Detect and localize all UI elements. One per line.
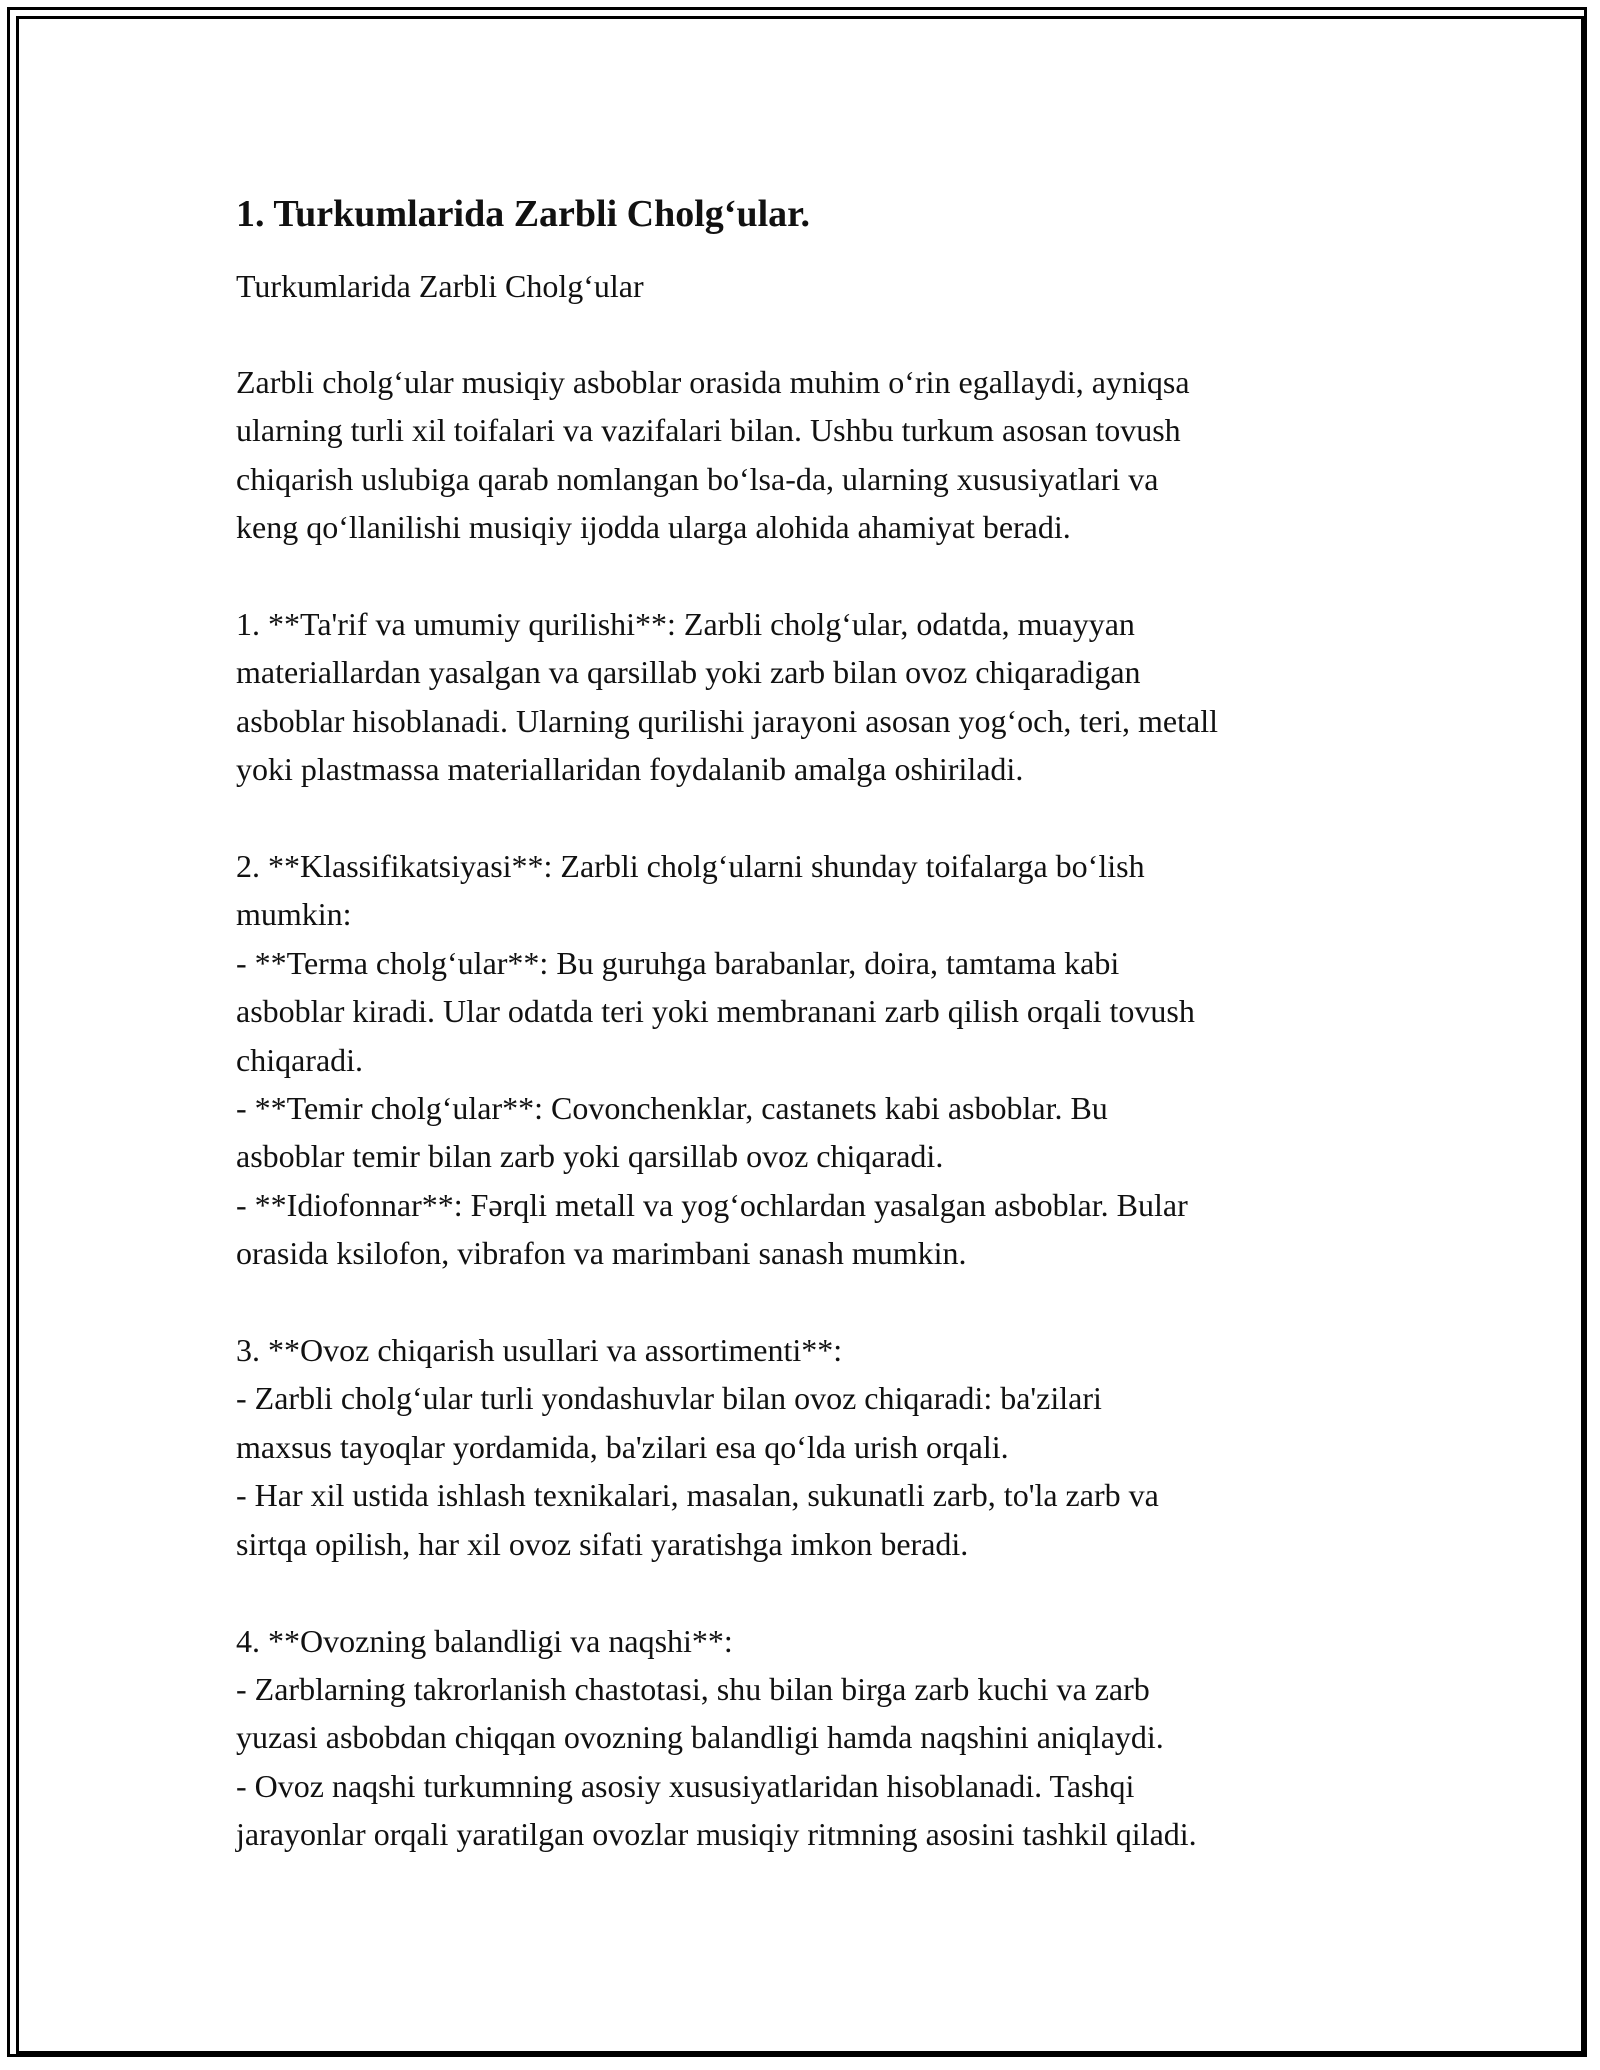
- text-line: materiallardan yasalgan va qarsillab yoki zarb bilan ovoz chiqaradigan: [236, 654, 1141, 691]
- text-line: chiqaradi.: [236, 1041, 364, 1078]
- paragraph-classification: [236, 842, 1386, 1278]
- paragraph-pitch-pattern: [236, 1617, 1386, 1859]
- text-line: yuzasi asbobdan chiqqan ovozning balandligi hamda naqshini aniqlaydi.: [236, 1719, 1164, 1756]
- paragraph-sound-methods: [236, 1326, 1386, 1568]
- document-body: [236, 188, 1386, 1907]
- text-line: orasida ksilofon, vibrafon va marimbani sanash mumkin.: [236, 1235, 967, 1272]
- text-line: - Ovoz naqshi turkumning asosiy xususiyatlaridan hisoblanadi. Tashqi: [236, 1767, 1135, 1804]
- document-subtitle: Turkumlarida Zarbli Cholg‘ular: [236, 268, 644, 304]
- text-line: 3. **Ovoz chiqarish usullari va assortimenti**:: [236, 1332, 843, 1369]
- text-line: keng qo‘llanilishi musiqiy ijodda ularga alohida ahamiyat beradi.: [236, 509, 1071, 546]
- document-title: 1. Turkumlarida Zarbli Cholg‘ular.: [236, 193, 811, 235]
- text-line: mumkin:: [236, 896, 352, 933]
- text-line: - Har xil ustida ishlash texnikalari, masalan, sukunatli zarb, to'la zarb va: [236, 1477, 1159, 1514]
- text-line: - **Temir cholg‘ular**: Covonchenklar, castanets kabi asboblar. Bu: [236, 1090, 1108, 1127]
- text-line: asboblar kiradi. Ular odatda teri yoki membranani zarb qilish orqali tovush: [236, 993, 1195, 1030]
- text-line: 1. **Ta'rif va umumiy qurilishi**: Zarbli cholg‘ular, odatda, muayyan: [236, 606, 1135, 643]
- text-line: 2. **Klassifikatsiyasi**: Zarbli cholg‘ularni shunday toifalarga bo‘lish: [236, 848, 1145, 885]
- text-line: jarayonlar orqali yaratilgan ovozlar musiqiy ritmning asosini tashkil qiladi.: [236, 1816, 1197, 1853]
- text-line: yoki plastmassa materiallaridan foydalanib amalga oshiriladi.: [236, 751, 1024, 788]
- text-line: sirtqa opilish, har xil ovoz sifati yaratishga imkon beradi.: [236, 1525, 969, 1562]
- text-line: Zarbli cholg‘ular musiqiy asboblar orasida muhim o‘rin egallaydi, ayniqsa: [236, 364, 1190, 400]
- text-line: - **Idiofonnar**: Fərqli metall va yog‘ochlardan yasalgan asboblar. Bular: [236, 1186, 1188, 1223]
- text-line: - Zarbli cholg‘ular turli yondashuvlar bilan ovoz chiqaradi: ba'zilari: [236, 1380, 1102, 1417]
- paragraph-intro: [236, 358, 1386, 552]
- text-line: maxsus tayoqlar yordamida, ba'zilari esa qo‘lda urish orqali.: [236, 1428, 1009, 1465]
- text-line: - Zarblarning takrorlanish chastotasi, shu bilan birga zarb kuchi va zarb: [236, 1670, 1150, 1707]
- text-line: asboblar temir bilan zarb yoki qarsillab ovoz chiqaradi.: [236, 1138, 944, 1175]
- text-line: asboblar hisoblanadi. Ularning qurilishi jarayoni asosan yog‘och, teri, metall: [236, 702, 1218, 739]
- text-line: - **Terma cholg‘ular**: Bu guruhga barabanlar, doira, tamtama kabi: [236, 944, 1120, 981]
- text-line: ularning turli xil toifalari va vazifalari bilan. Ushbu turkum asosan tovush: [236, 412, 1181, 449]
- text-line: chiqarish uslubiga qarab nomlangan bo‘lsa-da, ularning xususiyatlari va: [236, 460, 1159, 497]
- paragraph-definition: [236, 600, 1386, 794]
- text-line: 4. **Ovozning balandligi va naqshi**:: [236, 1622, 733, 1659]
